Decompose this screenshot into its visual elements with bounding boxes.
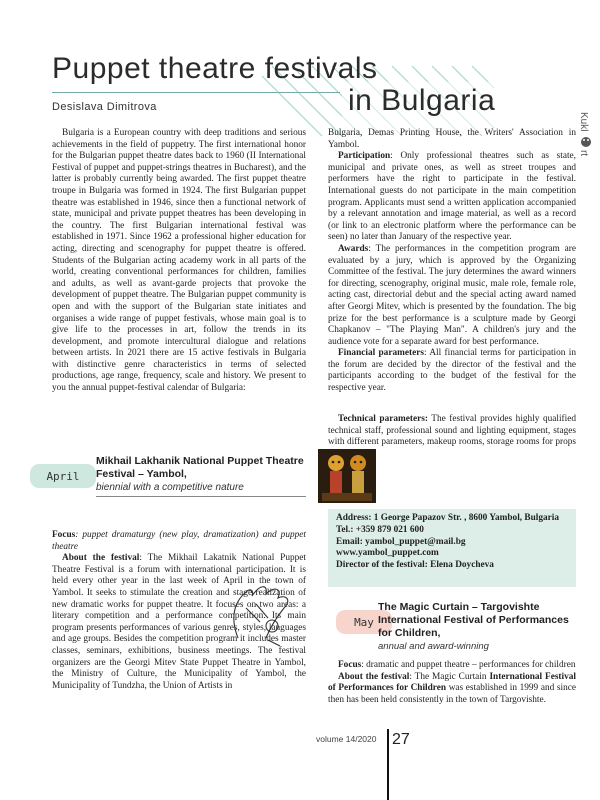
title-underline <box>52 92 340 93</box>
festival-subtitle: biennial with a competitive nature <box>96 482 244 493</box>
page-title: Puppet theatre festivals <box>52 52 378 85</box>
puppet-hand-sketch <box>220 578 300 650</box>
technical-text: The festival provides highly qualified technical staff, professional sound and lighting equipment, stages with different parameters, makeup rooms, storage rooms for props <box>328 414 577 448</box>
festival-title: Mikhail Lakhanik National Puppet Theatre Festival – Yambol, <box>96 455 304 480</box>
about-label: About the festival <box>62 553 140 564</box>
continued-paragraph: Bulgaria, Demas Printing House, the Writers' Association in Yambol. <box>328 128 576 150</box>
contact-website[interactable]: www.yambol_puppet.com <box>336 548 439 559</box>
contact-address: Address: 1 George Papazov Str. , 8600 Yambol, Bulgaria <box>336 513 560 523</box>
participation-text: : Only professional theatres such as state, municipal and private ones, as well as street troupes and performers have the right to participate in the festival. International guests do not participate in the main competition program. Applicants must send a written application accompanied by a relevant annotation and image material, as well as a record (or link to an electronic platform where the performance can be seen) no later than January of the respective year. <box>328 151 576 243</box>
right-column-text <box>328 128 576 395</box>
contact-phone: Tel.: +359 879 021 600 <box>336 524 424 535</box>
volume-label: volume 14/2020 <box>316 734 377 744</box>
kukl-art-logo <box>578 110 594 190</box>
focus-label: Focus <box>338 660 362 670</box>
contact-email[interactable]: Email: yambol_puppet@mail.bg <box>336 536 466 547</box>
month-badge-april <box>30 464 96 488</box>
contact-box <box>328 509 576 587</box>
focus-text: : dramatic and puppet theatre – performances for children <box>361 660 576 670</box>
intro-paragraph: Bulgaria is a European country with deep traditions and serious achievements in the field of puppetry. The first international honor for the Bulgarian puppet theatre dates back to 1960 (II International Festival of puppet and puppet-strings theatres in Bucharest), and the latter is probably currently being awarded. The first puppet theatre troupe in Bulgaria was formed in 1924. The first Bulgarian puppet theatre was established in 1946, since then a functional network of state, municipal and private puppet theatres has been developing in the country. The first Bulgarian international festival was established in 1971. Since 1962 a professional higher education for acting, directing and scenography for puppet theatre is offered. Students of the Bulgarian acting academy work in all parts of the world, creating conventional performances for children, families and adults, as well as avant-garde projects that provoke the development of puppet theatre. The Bulgarian puppet community is open and with the support of the Bulgarian state initiates and organises a wide range of puppet festivals, whose main goal is to give life to the processes in art, follow the trends in its development, and promote intercultural dialogue and relations between artists. In 2021 there are 15 active festivals in Bulgaria with distinctive genre characteristics in terms of selected productions, age range, frequency, scale and history. We present to you the annual puppet-festival calendar of Bulgaria: <box>52 128 306 394</box>
page-number: 27 <box>392 731 410 748</box>
about-text: : The Mikhail Lakatnik National Puppet Theatre Festival is a forum with international participation. It is held every other year in the last week of April in the town of Yambol. It seeks to stimulate the creation and stage realization of new dramatic works for puppet theatre. It focuses on two areas: a literary competition and a performance competition. Its main program presents performances of various genres, styles, languages and age groups. Besides the competition program it includes master classes, seminars, exhibitions, business meetings. The festival organizers are the Georgi Mitev State Puppet Theatre in Yambol, the Ministry of Culture, the Municipality of Yambol, the Municipality of Tundzha, the Union of Artists in <box>52 553 306 691</box>
svg-text:rt: rt <box>578 150 589 157</box>
about-rest: was established in 1999 and since then has been held consistently in the town of Targovishte. <box>328 683 576 705</box>
festival-subtitle: annual and award-winning <box>378 641 489 652</box>
about-label: About the festival <box>338 671 410 682</box>
awards-text: : The performances in the competition program are evaluated by a jury, which is approved by the Organizing Committee of the festival. The jury determines the award winners for directing, scenography, original music, male role, female role, acting cast, directorial debut and the special acting award named after Georgi Mitev, which is presented by the foundation. The big prize for the best performance is a sculpture made by Georgi Chapkanov – "The Playing Man". A children's jury and the audience vote for a separate award for best performance. <box>328 243 576 347</box>
festival2-body <box>328 660 576 706</box>
festival-title: The Magic Curtain – Targovishte International Festival of Performances for Children, <box>378 601 569 639</box>
participation-label: Participation <box>338 151 391 162</box>
footer-rule <box>387 729 389 800</box>
financial-label: Financial parameters <box>338 348 424 359</box>
awards-label: Awards <box>338 243 369 254</box>
technical-params-start <box>328 414 576 448</box>
focus-text: : puppet dramaturgy (new play, dramatization) and puppet theatre <box>52 530 306 552</box>
month-label: May <box>354 615 374 629</box>
svg-text:Kukl: Kukl <box>578 112 589 132</box>
financial-text: : All financial terms for participation in the forum are decided by the director of the festival and the participants according to the budget of the festival for the respective year. <box>328 348 576 394</box>
page-title-line2: in Bulgaria <box>348 84 496 117</box>
about-bold: International Festival of Performances for Children <box>328 671 576 694</box>
puppet-photo <box>318 449 376 503</box>
focus-label: Focus <box>52 530 76 540</box>
divider <box>96 496 306 497</box>
author-byline: Desislava Dimitrova <box>52 101 157 113</box>
month-label: April <box>46 469 80 483</box>
intro-text <box>52 128 306 395</box>
contact-director: Director of the festival: Elena Doycheva <box>336 560 494 571</box>
technical-label: Technical parameters: <box>338 414 428 424</box>
about-text: : The Magic Curtain <box>409 671 490 682</box>
